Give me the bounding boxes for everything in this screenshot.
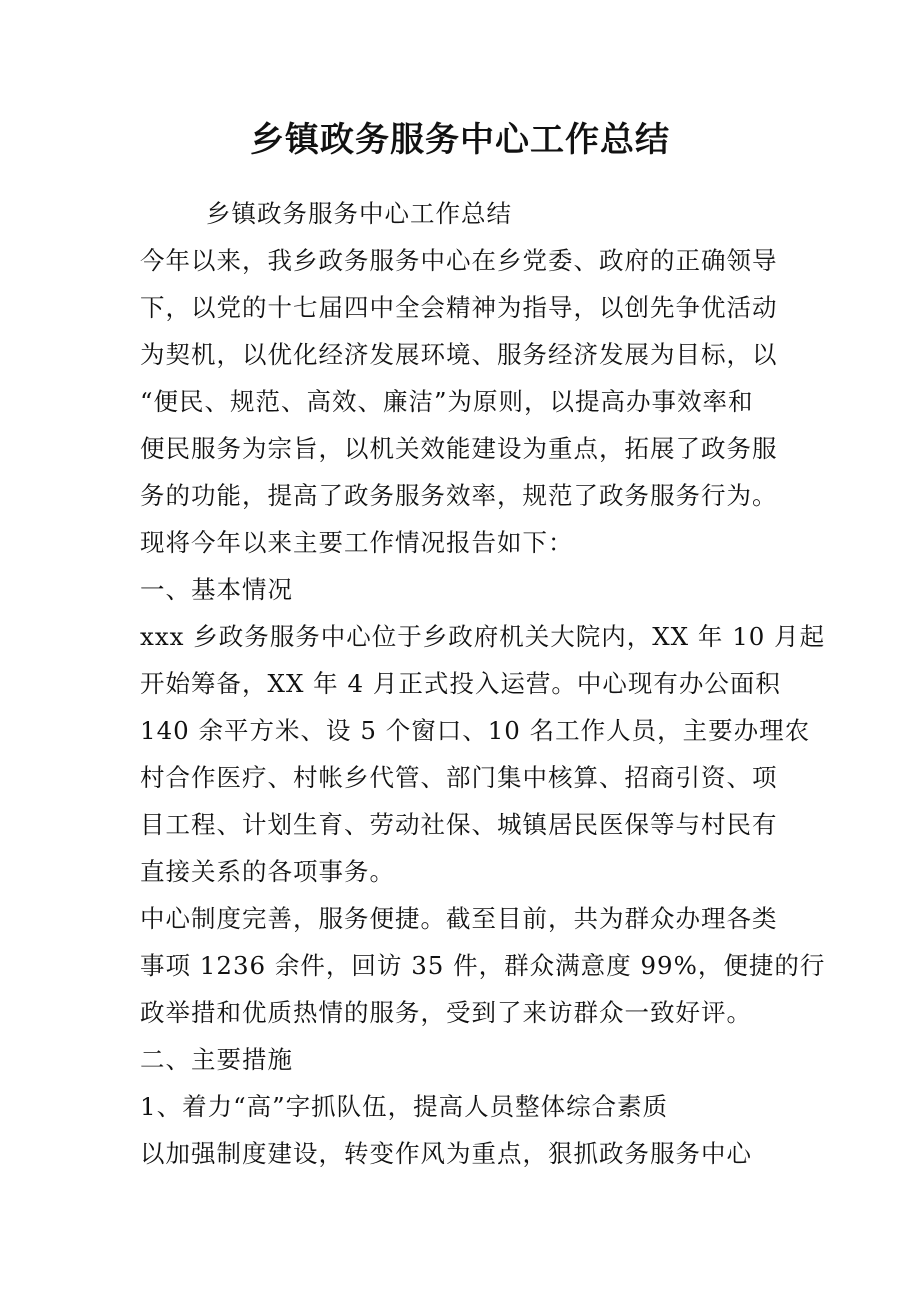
document-body: [140, 190, 826, 1177]
paragraph-line: 以加强制度建设，转变作风为重点，狠抓政务服务中心: [140, 1139, 752, 1168]
paragraph-line: 便民服务为宗旨，以机关效能建设为重点，拓展了政务服: [140, 434, 778, 463]
document-title: 乡镇政务服务中心工作总结: [250, 120, 670, 160]
paragraph-line: 为契机，以优化经济发展环境、服务经济发展为目标，以: [140, 340, 778, 369]
paragraph-line: 务的功能，提高了政务服务效率，规范了政务服务行为。: [140, 481, 778, 510]
paragraph-line: 直接关系的各项事务。: [140, 857, 395, 886]
section-heading: 一、基本情况: [140, 575, 293, 604]
paragraph-line: 140 余平方米、设 5 个窗口、10 名工作人员，主要办理农: [140, 716, 811, 745]
paragraph-line: 事项 1236 余件，回访 35 件，群众满意度 99%，便捷的行: [140, 951, 826, 980]
section-heading: 二、主要措施: [140, 1045, 293, 1074]
paragraph-line: 目工程、计划生育、劳动社保、城镇居民医保等与村民有: [140, 810, 778, 839]
paragraph-line: 下，以党的十七届四中全会精神为指导，以创先争优活动: [140, 293, 778, 322]
subtitle-line: 乡镇政务服务中心工作总结: [206, 199, 512, 228]
subsection-heading: 1、着力“高”字抓队伍，提高人员整体综合素质: [140, 1092, 669, 1121]
paragraph-line: “便民、规范、高效、廉洁”为原则，以提高办事效率和: [140, 387, 754, 416]
paragraph-line: xxx 乡政务服务中心位于乡政府机关大院内，XX 年 10 月起: [140, 622, 826, 651]
paragraph-line: 开始筹备，XX 年 4 月正式投入运营。中心现有办公面积: [140, 669, 781, 698]
paragraph-line: 现将今年以来主要工作情况报告如下：: [140, 528, 574, 557]
paragraph-line: 中心制度完善，服务便捷。截至目前，共为群众办理各类: [140, 904, 778, 933]
paragraph-line: 村合作医疗、村帐乡代管、部门集中核算、招商引资、项: [140, 763, 778, 792]
paragraph-line: 今年以来，我乡政务服务中心在乡党委、政府的正确领导: [140, 246, 778, 275]
paragraph-line: 政举措和优质热情的服务，受到了来访群众一致好评。: [140, 998, 752, 1027]
